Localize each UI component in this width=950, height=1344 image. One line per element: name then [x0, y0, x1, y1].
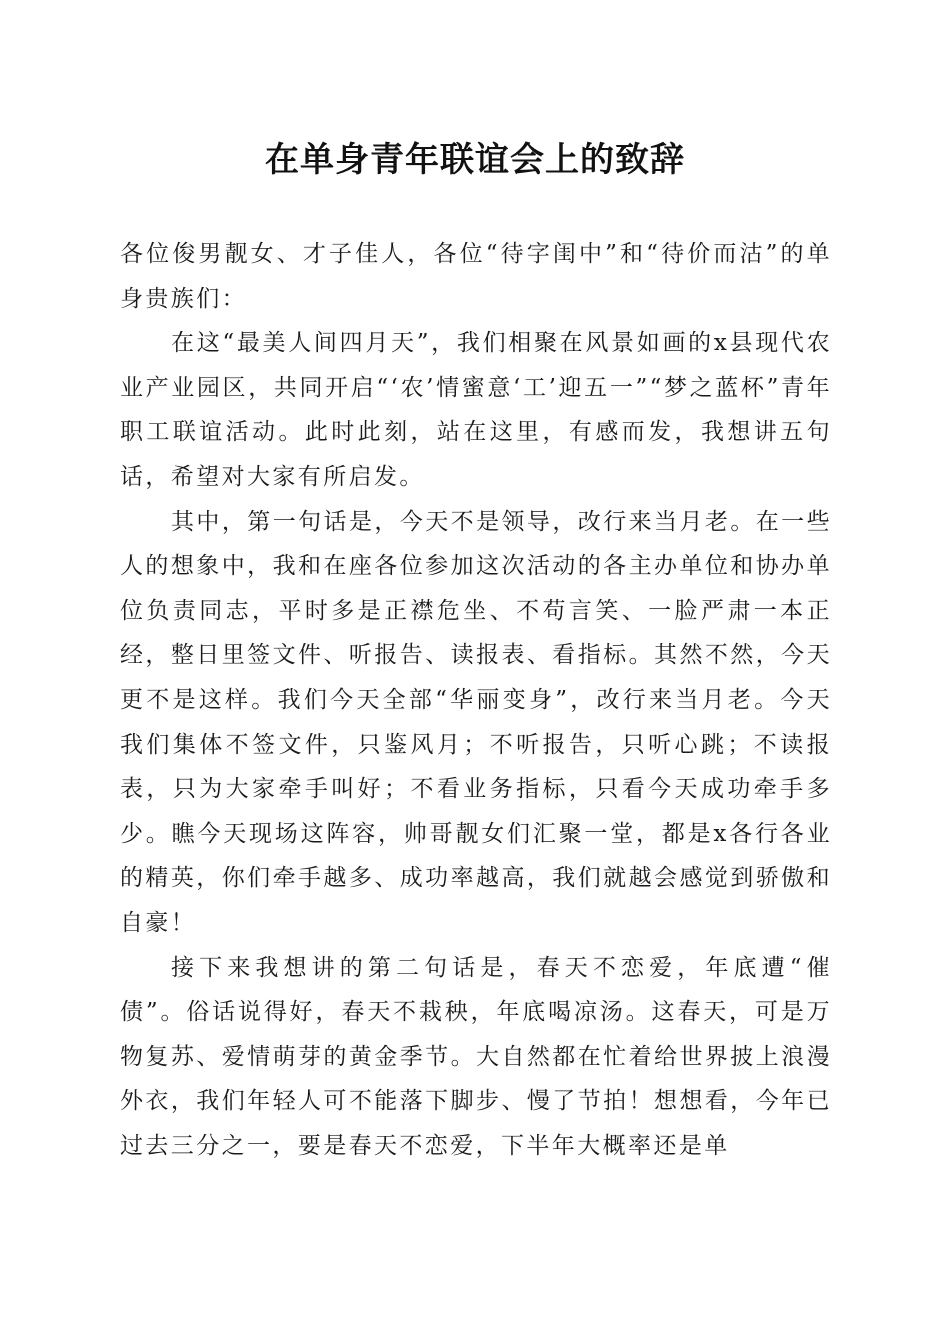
opening-paragraph: 在这“最美人间四月天”，我们相聚在风景如画的x县现代农业产业园区，共同开启“‘农’情蜜意‘工’迎五一”“梦之蓝杯”青年职工联谊活动。此时此刻，站在这里，有感而发，我想讲五句话，希望对大家有所启发。: [120, 330, 832, 490]
document-body: [120, 232, 832, 1168]
document-title: 在单身青年联谊会上的致辞: [265, 140, 685, 180]
salutation-paragraph: 各位俊男靓女、才子佳人，各位“待字闺中”和“待价而沽”的单身贵族们：: [120, 241, 832, 312]
second-point-paragraph: 接下来我想讲的第二句话是，春天不恋爱，年底遭“催债”。俗话说得好，春天不栽秧，年底喝凉汤。这春天，可是万物复苏、爱情萌芽的黄金季节。大自然都在忙着给世界披上浪漫外衣，我们年轻人可不能落下脚步、慢了节拍！想想看，今年已过去三分之一，要是春天不恋爱，下半年大概率还是单: [120, 954, 832, 1159]
first-point-paragraph: 其中，第一句话是，今天不是领导，改行来当月老。在一些人的想象中，我和在座各位参加这次活动的各主办单位和协办单位负责同志，平时多是正襟危坐、不苟言笑、一脸严肃一本正经，整日里签文件、听报告、读报表、看指标。其然不然，今天更不是这样。我们今天全部“华丽变身”，改行来当月老。今天我们集体不签文件，只鉴风月；不听报告，只听心跳；不读报表，只为大家牵手叫好；不看业务指标，只看今天成功牵手多少。瞧今天现场这阵容，帅哥靓女们汇聚一堂，都是x各行各业的精英，你们牵手越多、成功率越高，我们就越会感觉到骄傲和自豪！: [120, 508, 832, 936]
